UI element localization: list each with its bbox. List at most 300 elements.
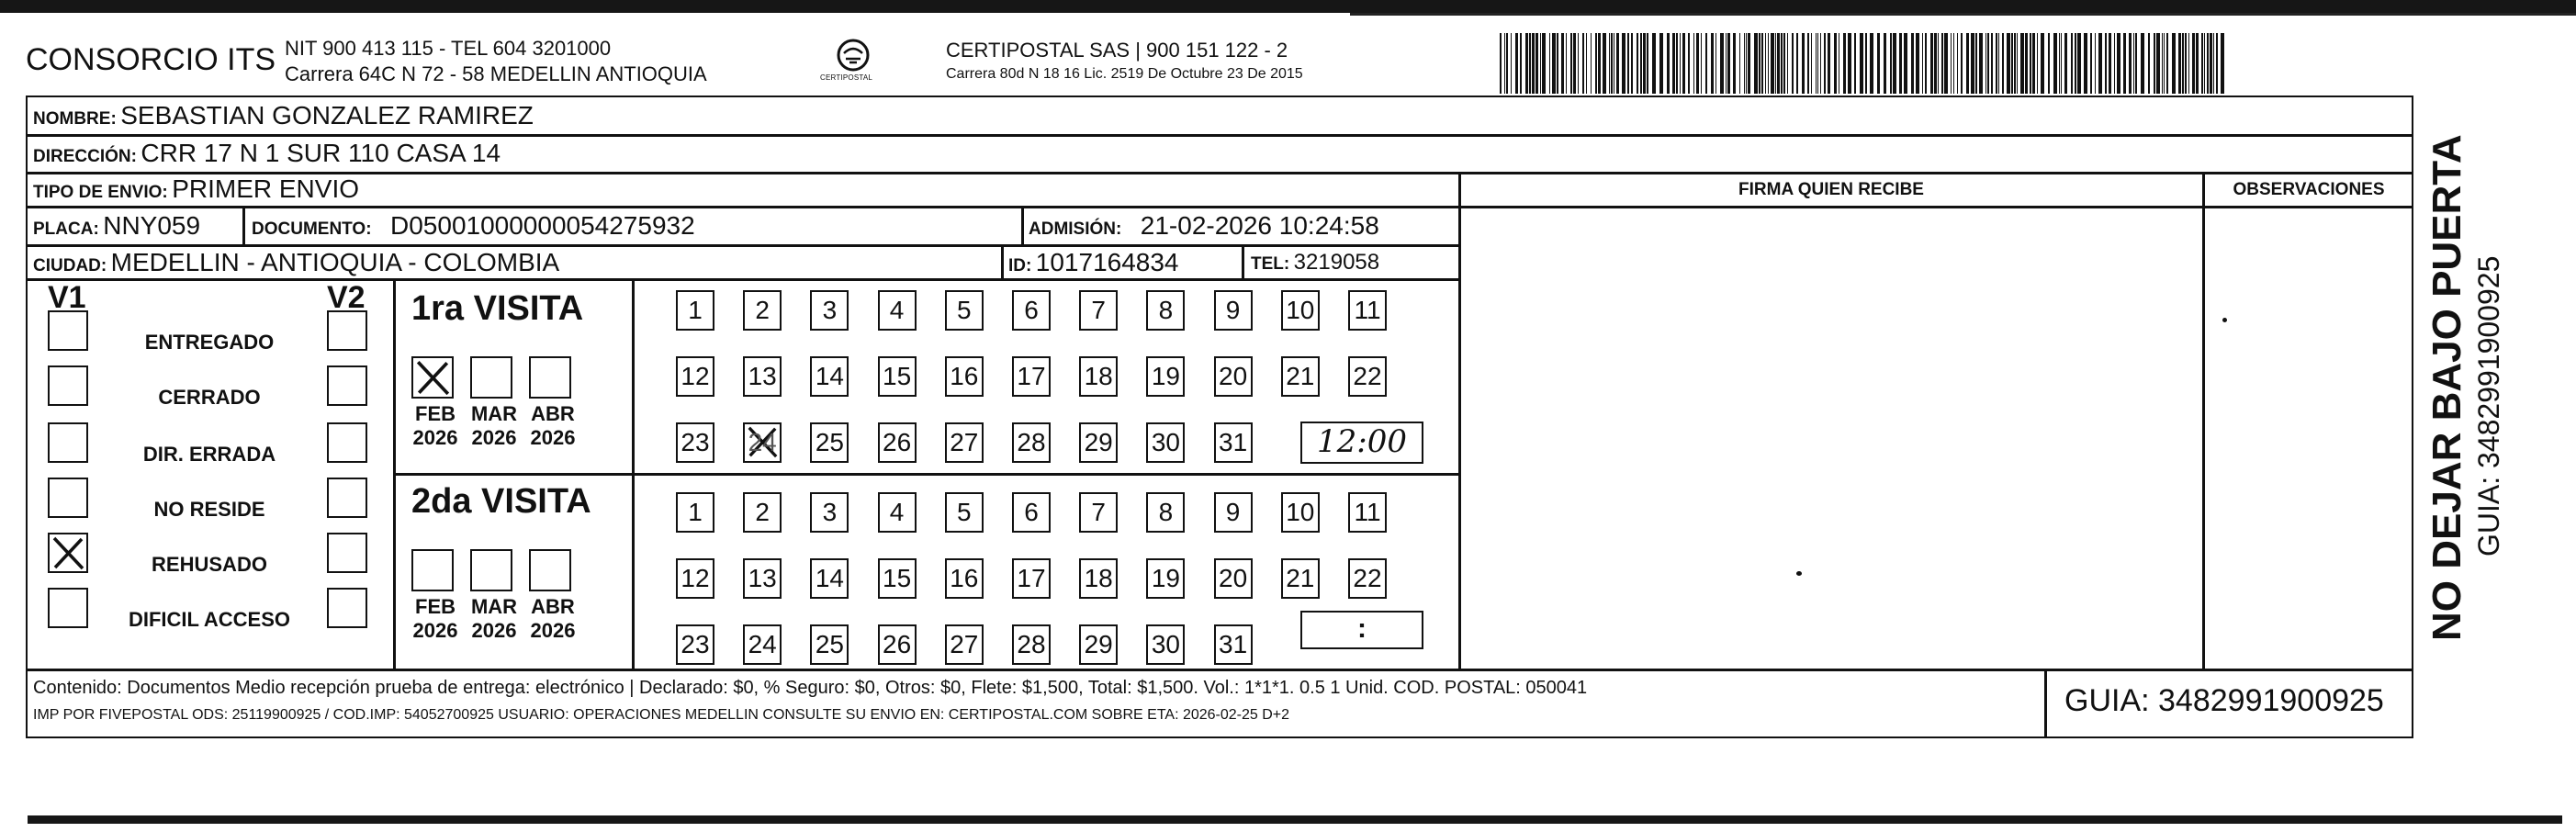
barcode-bar [1916, 33, 1919, 94]
admision-label: ADMISIÓN: [1029, 219, 1122, 239]
day-box[interactable]: 2 [743, 290, 782, 331]
tipo-row [33, 174, 359, 204]
divider [1242, 244, 1244, 278]
barcode-bar [1715, 33, 1716, 94]
status-label: CERRADO [158, 386, 261, 409]
direccion-label: DIRECCIÓN: [33, 147, 137, 166]
barcode-bar [1659, 33, 1663, 94]
barcode-bar [1938, 33, 1939, 94]
day-box[interactable]: 18 [1079, 558, 1118, 599]
day-box[interactable]: 6 [1012, 492, 1051, 533]
tel-value: 3219058 [1293, 250, 1380, 275]
barcode-bar [1783, 33, 1785, 94]
day-box[interactable]: 1 [676, 492, 714, 533]
barcode-bar [2041, 33, 2044, 94]
month-checkbox[interactable] [470, 356, 512, 399]
day-box[interactable]: 25 [810, 422, 849, 463]
divider [1458, 172, 1461, 669]
barcode-bar [1961, 33, 1963, 94]
barcode-bar [1727, 33, 1730, 94]
barcode-bar [1781, 33, 1783, 94]
barcode-bar [1595, 33, 1597, 94]
documento-row [252, 211, 695, 241]
v1-label: V1 [48, 280, 86, 315]
barcode-bar [1754, 33, 1758, 94]
divider [2202, 172, 2205, 669]
barcode-bar [2109, 33, 2111, 94]
barcode-bar [1746, 33, 1747, 94]
barcode-bar [1957, 33, 1958, 94]
month-checkbox[interactable] [529, 549, 571, 591]
divider [26, 172, 2413, 174]
barcode-bar [1877, 33, 1880, 94]
day-box[interactable]: 3 [810, 290, 849, 331]
day-box[interactable]: 8 [1146, 492, 1185, 533]
barcode-bar [1944, 33, 1948, 94]
barcode-bar [1768, 33, 1769, 94]
barcode-bar [1586, 33, 1587, 94]
barcode-bar [1930, 33, 1933, 94]
day-box[interactable]: 15 [878, 558, 917, 599]
barcode-bar [1996, 33, 1997, 94]
barcode-bar [2025, 33, 2028, 94]
status-label: DIFICIL ACCESO [128, 608, 290, 631]
barcode-bar [1733, 33, 1736, 94]
x-mark-icon [50, 534, 86, 571]
day-box[interactable]: 20 [1214, 558, 1253, 599]
day-box[interactable]: 28 [1012, 624, 1051, 665]
day-box[interactable]: 12 [676, 558, 714, 599]
month-year: 2026 [530, 619, 576, 642]
barcode-bar [1739, 33, 1740, 94]
barcode-bar [2164, 33, 2165, 94]
month-label [465, 402, 523, 450]
month-label [465, 595, 523, 643]
barcode-bar [1971, 33, 1974, 94]
barcode-bar [2185, 33, 2187, 94]
day-box[interactable]: 18 [1079, 356, 1118, 397]
barcode-bar [1578, 33, 1579, 94]
day-box[interactable]: 16 [945, 356, 984, 397]
day-box[interactable]: 16 [945, 558, 984, 599]
top-rule [1350, 13, 2576, 16]
admision-value: 21-02-2026 10:24:58 [1140, 211, 1379, 240]
barcode-bar [1748, 33, 1750, 94]
barcode-bar [1682, 33, 1685, 94]
divider [2044, 669, 2047, 738]
barcode-bar [1542, 33, 1546, 94]
day-box[interactable]: 9 [1214, 290, 1253, 331]
v1-checkbox[interactable] [48, 533, 88, 573]
barcode-bar [1532, 33, 1535, 94]
day-box[interactable]: 15 [878, 356, 917, 397]
day-box[interactable]: 19 [1146, 356, 1185, 397]
ink-mark [2222, 318, 2227, 322]
barcode-bar [2148, 33, 2150, 94]
barcode-bar [2064, 33, 2067, 94]
barcode-bar [2095, 33, 2096, 94]
nombre-value: SEBASTIAN GONZALEZ RAMIREZ [120, 101, 534, 129]
day-box[interactable]: 5 [945, 290, 984, 331]
barcode-bar [1540, 33, 1541, 94]
barcode-bar [1807, 33, 1809, 94]
month-name: ABR [531, 595, 575, 618]
barcode-bar [1777, 33, 1780, 94]
barcode-bar [2014, 33, 2016, 94]
barcode-bar [1771, 33, 1774, 94]
barcode-bar [2011, 33, 2013, 94]
barcode-bar [1870, 33, 1873, 94]
day-box[interactable]: 22 [1348, 558, 1387, 599]
day-box[interactable]: 7 [1079, 492, 1118, 533]
day-box[interactable]: 4 [878, 290, 917, 331]
barcode-bar [1865, 33, 1867, 94]
barcode-bar [1843, 33, 1846, 94]
barcode [1500, 33, 2228, 94]
day-box[interactable]: 4 [878, 492, 917, 533]
bottom-border [28, 815, 2562, 824]
ink-mark [1796, 571, 1802, 576]
day-box[interactable]: 11 [1348, 492, 1387, 533]
barcode-bar [1647, 33, 1648, 94]
day-box[interactable]: 30 [1146, 624, 1185, 665]
barcode-bar [1854, 33, 1856, 94]
barcode-bar [1535, 33, 1538, 94]
barcode-bar [2129, 33, 2132, 94]
day-box[interactable]: 21 [1281, 558, 1320, 599]
barcode-bar [2098, 33, 2102, 94]
day-box[interactable]: 9 [1214, 492, 1253, 533]
barcode-bar [2020, 33, 2024, 94]
day-box[interactable]: 7 [1079, 290, 1118, 331]
barcode-bar [1828, 33, 1830, 94]
barcode-bar [2166, 33, 2168, 94]
barcode-bar [1899, 33, 1902, 94]
v2-checkbox[interactable] [327, 365, 367, 406]
day-box[interactable]: 10 [1281, 290, 1320, 331]
placa-row [33, 211, 200, 241]
day-box[interactable]: 17 [1012, 558, 1051, 599]
barcode-bar [1680, 33, 1681, 94]
barcode-bar [1552, 33, 1556, 94]
day-box[interactable]: 8 [1146, 290, 1185, 331]
barcode-bar [2007, 33, 2010, 94]
barcode-bar [1951, 33, 1952, 94]
barcode-bar [1616, 33, 1619, 94]
day-box[interactable]: 26 [878, 624, 917, 665]
barcode-bar [1834, 33, 1837, 94]
second-visit-title: 2da VISITA [411, 482, 591, 521]
status-label: DIR. ERRADA [142, 443, 276, 466]
barcode-bar [1802, 33, 1805, 94]
day-box[interactable]: 21 [1281, 356, 1320, 397]
barcode-bar [2017, 33, 2018, 94]
v2-label: V2 [327, 280, 366, 315]
month-year: 2026 [471, 619, 517, 642]
barcode-bar [1761, 33, 1763, 94]
divider [26, 134, 2413, 137]
barcode-bar [2071, 33, 2073, 94]
day-box[interactable]: 26 [878, 422, 917, 463]
day-box[interactable]: 13 [743, 558, 782, 599]
v2-checkbox[interactable] [327, 310, 367, 351]
barcode-bar [2188, 33, 2189, 94]
month-checkbox[interactable] [411, 356, 454, 399]
no-dejar-bajo-puerta-warning: NO DEJAR BAJO PUERTA [2424, 134, 2469, 641]
barcode-bar [1824, 33, 1826, 94]
barcode-bar [1998, 33, 1999, 94]
barcode-bar [2210, 33, 2212, 94]
barcode-bar [2105, 33, 2107, 94]
divider [1001, 244, 1004, 278]
divider [1458, 206, 2413, 208]
day-box[interactable] [743, 422, 782, 463]
barcode-bar [1922, 33, 1923, 94]
barcode-bar [1506, 33, 1508, 94]
barcode-bar [1557, 33, 1558, 94]
day-box[interactable]: 25 [810, 624, 849, 665]
id-label: ID: [1008, 256, 1032, 275]
day-box[interactable]: 12 [676, 356, 714, 397]
direccion-row [33, 139, 501, 168]
barcode-bar [1640, 33, 1642, 94]
barcode-bar [2201, 33, 2203, 94]
tipo-value: PRIMER ENVIO [172, 174, 360, 203]
barcode-bar [1529, 33, 1531, 94]
day-box[interactable]: 5 [945, 492, 984, 533]
barcode-bar [1811, 33, 1812, 94]
ciudad-label: CIUDAD: [33, 256, 107, 275]
barcode-bar [2172, 33, 2176, 94]
barcode-bar [1643, 33, 1646, 94]
barcode-bar [1884, 33, 1886, 94]
barcode-bar [1979, 33, 1983, 94]
month-checkbox[interactable] [470, 549, 512, 591]
day-number: 24 [748, 428, 777, 456]
nombre-label: NOMBRE: [33, 109, 117, 129]
barcode-bar [2075, 33, 2076, 94]
month-name: FEB [415, 402, 456, 425]
day-box[interactable]: 22 [1348, 356, 1387, 397]
barcode-bar [1860, 33, 1863, 94]
day-box[interactable]: 29 [1079, 422, 1118, 463]
day-box[interactable]: 27 [945, 422, 984, 463]
barcode-bar [1611, 33, 1613, 94]
barcode-bar [1676, 33, 1678, 94]
company-address-line: Carrera 64C N 72 - 58 MEDELLIN ANTIOQUIA [285, 62, 707, 85]
day-box[interactable]: 11 [1348, 290, 1387, 331]
second-visit-time[interactable]: : [1300, 611, 1423, 649]
v2-checkbox[interactable] [327, 588, 367, 628]
guia-number: GUIA: 3482991900925 [2064, 683, 2384, 718]
barcode-bar [1991, 33, 1993, 94]
barcode-bar [1591, 33, 1592, 94]
barcode-bar [2114, 33, 2115, 94]
barcode-bar [1817, 33, 1818, 94]
barcode-bar [1796, 33, 1798, 94]
barcode-bar [2154, 33, 2155, 94]
barcode-bar [1787, 33, 1788, 94]
tipo-label: TIPO DE ENVIO: [33, 183, 168, 202]
status-label: REHUSADO [152, 553, 267, 576]
barcode-bar [1672, 33, 1675, 94]
barcode-bar [1925, 33, 1927, 94]
v1-checkbox[interactable] [48, 310, 88, 351]
barcode-bar [1744, 33, 1745, 94]
barcode-bar [2077, 33, 2081, 94]
month-label [523, 402, 582, 450]
barcode-bar [2037, 33, 2038, 94]
month-name: MAR [470, 595, 518, 618]
x-mark-icon [413, 358, 452, 397]
barcode-bar [1890, 33, 1892, 94]
barcode-bar [1711, 33, 1714, 94]
v1-checkbox[interactable] [48, 588, 88, 628]
barcode-bar [1720, 33, 1724, 94]
barcode-bar [2117, 33, 2120, 94]
top-border [0, 0, 2576, 13]
carrier-line: CERTIPOSTAL SAS | 900 151 122 - 2 [946, 39, 1288, 62]
month-year: 2026 [412, 619, 458, 642]
day-box[interactable]: 14 [810, 356, 849, 397]
barcode-bar [1525, 33, 1528, 94]
barcode-bar [1987, 33, 1989, 94]
barcode-bar [1726, 33, 1727, 94]
barcode-bar [1573, 33, 1576, 94]
day-box[interactable]: 31 [1214, 422, 1253, 463]
day-box[interactable]: 20 [1214, 356, 1253, 397]
month-checkbox[interactable] [529, 356, 571, 399]
barcode-bar [1549, 33, 1550, 94]
barcode-bar [1504, 33, 1505, 94]
v1-checkbox[interactable] [48, 478, 88, 518]
barcode-bar [1652, 33, 1656, 94]
barcode-bar [1816, 33, 1817, 94]
ciudad-value: MEDELLIN - ANTIOQUIA - COLOMBIA [110, 248, 560, 276]
v1-checkbox[interactable] [48, 422, 88, 463]
documento-label: DOCUMENTO: [252, 219, 372, 239]
firma-header: FIRMA QUIEN RECIBE [1738, 180, 1924, 199]
barcode-bar [1667, 33, 1670, 94]
day-box[interactable]: 17 [1012, 356, 1051, 397]
day-box[interactable]: 29 [1079, 624, 1118, 665]
month-checkbox[interactable] [411, 549, 454, 591]
divider [242, 206, 245, 244]
barcode-bar [1985, 33, 1986, 94]
divider [26, 669, 2413, 671]
barcode-bar [1893, 33, 1896, 94]
barcode-bar [1603, 33, 1606, 94]
ciudad-row [33, 248, 559, 277]
barcode-bar [1953, 33, 1954, 94]
day-box[interactable]: 2 [743, 492, 782, 533]
barcode-bar [2141, 33, 2144, 94]
barcode-bar [1515, 33, 1518, 94]
barcode-bar [1688, 33, 1690, 94]
barcode-bar [2192, 33, 2195, 94]
month-name: MAR [470, 402, 518, 425]
first-visit-time[interactable]: 12:00 [1300, 422, 1423, 464]
barcode-bar [2059, 33, 2060, 94]
v2-checkbox[interactable] [327, 478, 367, 518]
barcode-bar [1561, 33, 1564, 94]
day-box[interactable]: 19 [1146, 558, 1185, 599]
carrier-license-line: Carrera 80d N 18 16 Lic. 2519 De Octubre 23 De 2015 [946, 66, 1303, 82]
barcode-bar [2133, 33, 2134, 94]
company-name: CONSORCIO ITS [26, 42, 276, 77]
barcode-bar [2048, 33, 2050, 94]
barcode-bar [1696, 33, 1699, 94]
day-box[interactable]: 6 [1012, 290, 1051, 331]
day-box[interactable]: 10 [1281, 492, 1320, 533]
day-box[interactable]: 27 [945, 624, 984, 665]
month-year: 2026 [530, 426, 576, 449]
barcode-bar [1598, 33, 1601, 94]
day-box[interactable]: 31 [1214, 624, 1253, 665]
day-box[interactable]: 1 [676, 290, 714, 331]
day-box[interactable]: 23 [676, 422, 714, 463]
placa-label: PLACA: [33, 219, 99, 239]
barcode-bar [1848, 33, 1851, 94]
barcode-bar [1622, 33, 1625, 94]
barcode-bar [1792, 33, 1794, 94]
day-box[interactable]: 14 [810, 558, 849, 599]
tel-label: TEL: [1251, 254, 1290, 274]
barcode-bar [1759, 33, 1760, 94]
barcode-bar [2196, 33, 2199, 94]
barcode-bar [1941, 33, 1943, 94]
barcode-bar [2053, 33, 2057, 94]
contenido-line: Contenido: Documentos Medio recepción prueba de entrega: electrónico | Declarado: $0, % Seguro: $0, Otros: $0, Flete: $1,500, Total: $1,500. Vol.: 1*1*1. 0.5 1 Unid. COD. POSTAL: 050041 [33, 678, 1588, 698]
barcode-bar [1975, 33, 1977, 94]
barcode-bar [1775, 33, 1776, 94]
day-box[interactable]: 24 [743, 624, 782, 665]
side-guia-number: GUIA: 3482991900925 [2472, 255, 2505, 557]
barcode-bar [2084, 33, 2087, 94]
barcode-bar [1500, 33, 1502, 94]
v2-checkbox[interactable] [327, 533, 367, 573]
barcode-bar [2032, 33, 2035, 94]
barcode-bar [2002, 33, 2004, 94]
barcode-bar [2221, 33, 2224, 94]
day-box[interactable]: 13 [743, 356, 782, 397]
day-box[interactable]: 30 [1146, 422, 1185, 463]
barcode-bar [1566, 33, 1567, 94]
barcode-bar [1705, 33, 1707, 94]
month-label [523, 595, 582, 643]
v2-checkbox[interactable] [327, 422, 367, 463]
day-box[interactable]: 28 [1012, 422, 1051, 463]
month-year: 2026 [412, 426, 458, 449]
barcode-bar [1570, 33, 1572, 94]
month-label [406, 595, 465, 643]
barcode-bar [1520, 33, 1522, 94]
month-label [406, 402, 465, 450]
barcode-bar [2178, 33, 2181, 94]
barcode-bar [1934, 33, 1937, 94]
day-box[interactable]: 3 [810, 492, 849, 533]
day-box[interactable]: 23 [676, 624, 714, 665]
barcode-bar [1511, 33, 1512, 94]
month-name: FEB [415, 595, 456, 618]
status-label: NO RESIDE [153, 498, 265, 521]
nombre-row [33, 101, 534, 130]
barcode-bar [1693, 33, 1694, 94]
divider [632, 278, 635, 669]
barcode-bar [2135, 33, 2137, 94]
v1-checkbox[interactable] [48, 365, 88, 406]
barcode-bar [2207, 33, 2209, 94]
